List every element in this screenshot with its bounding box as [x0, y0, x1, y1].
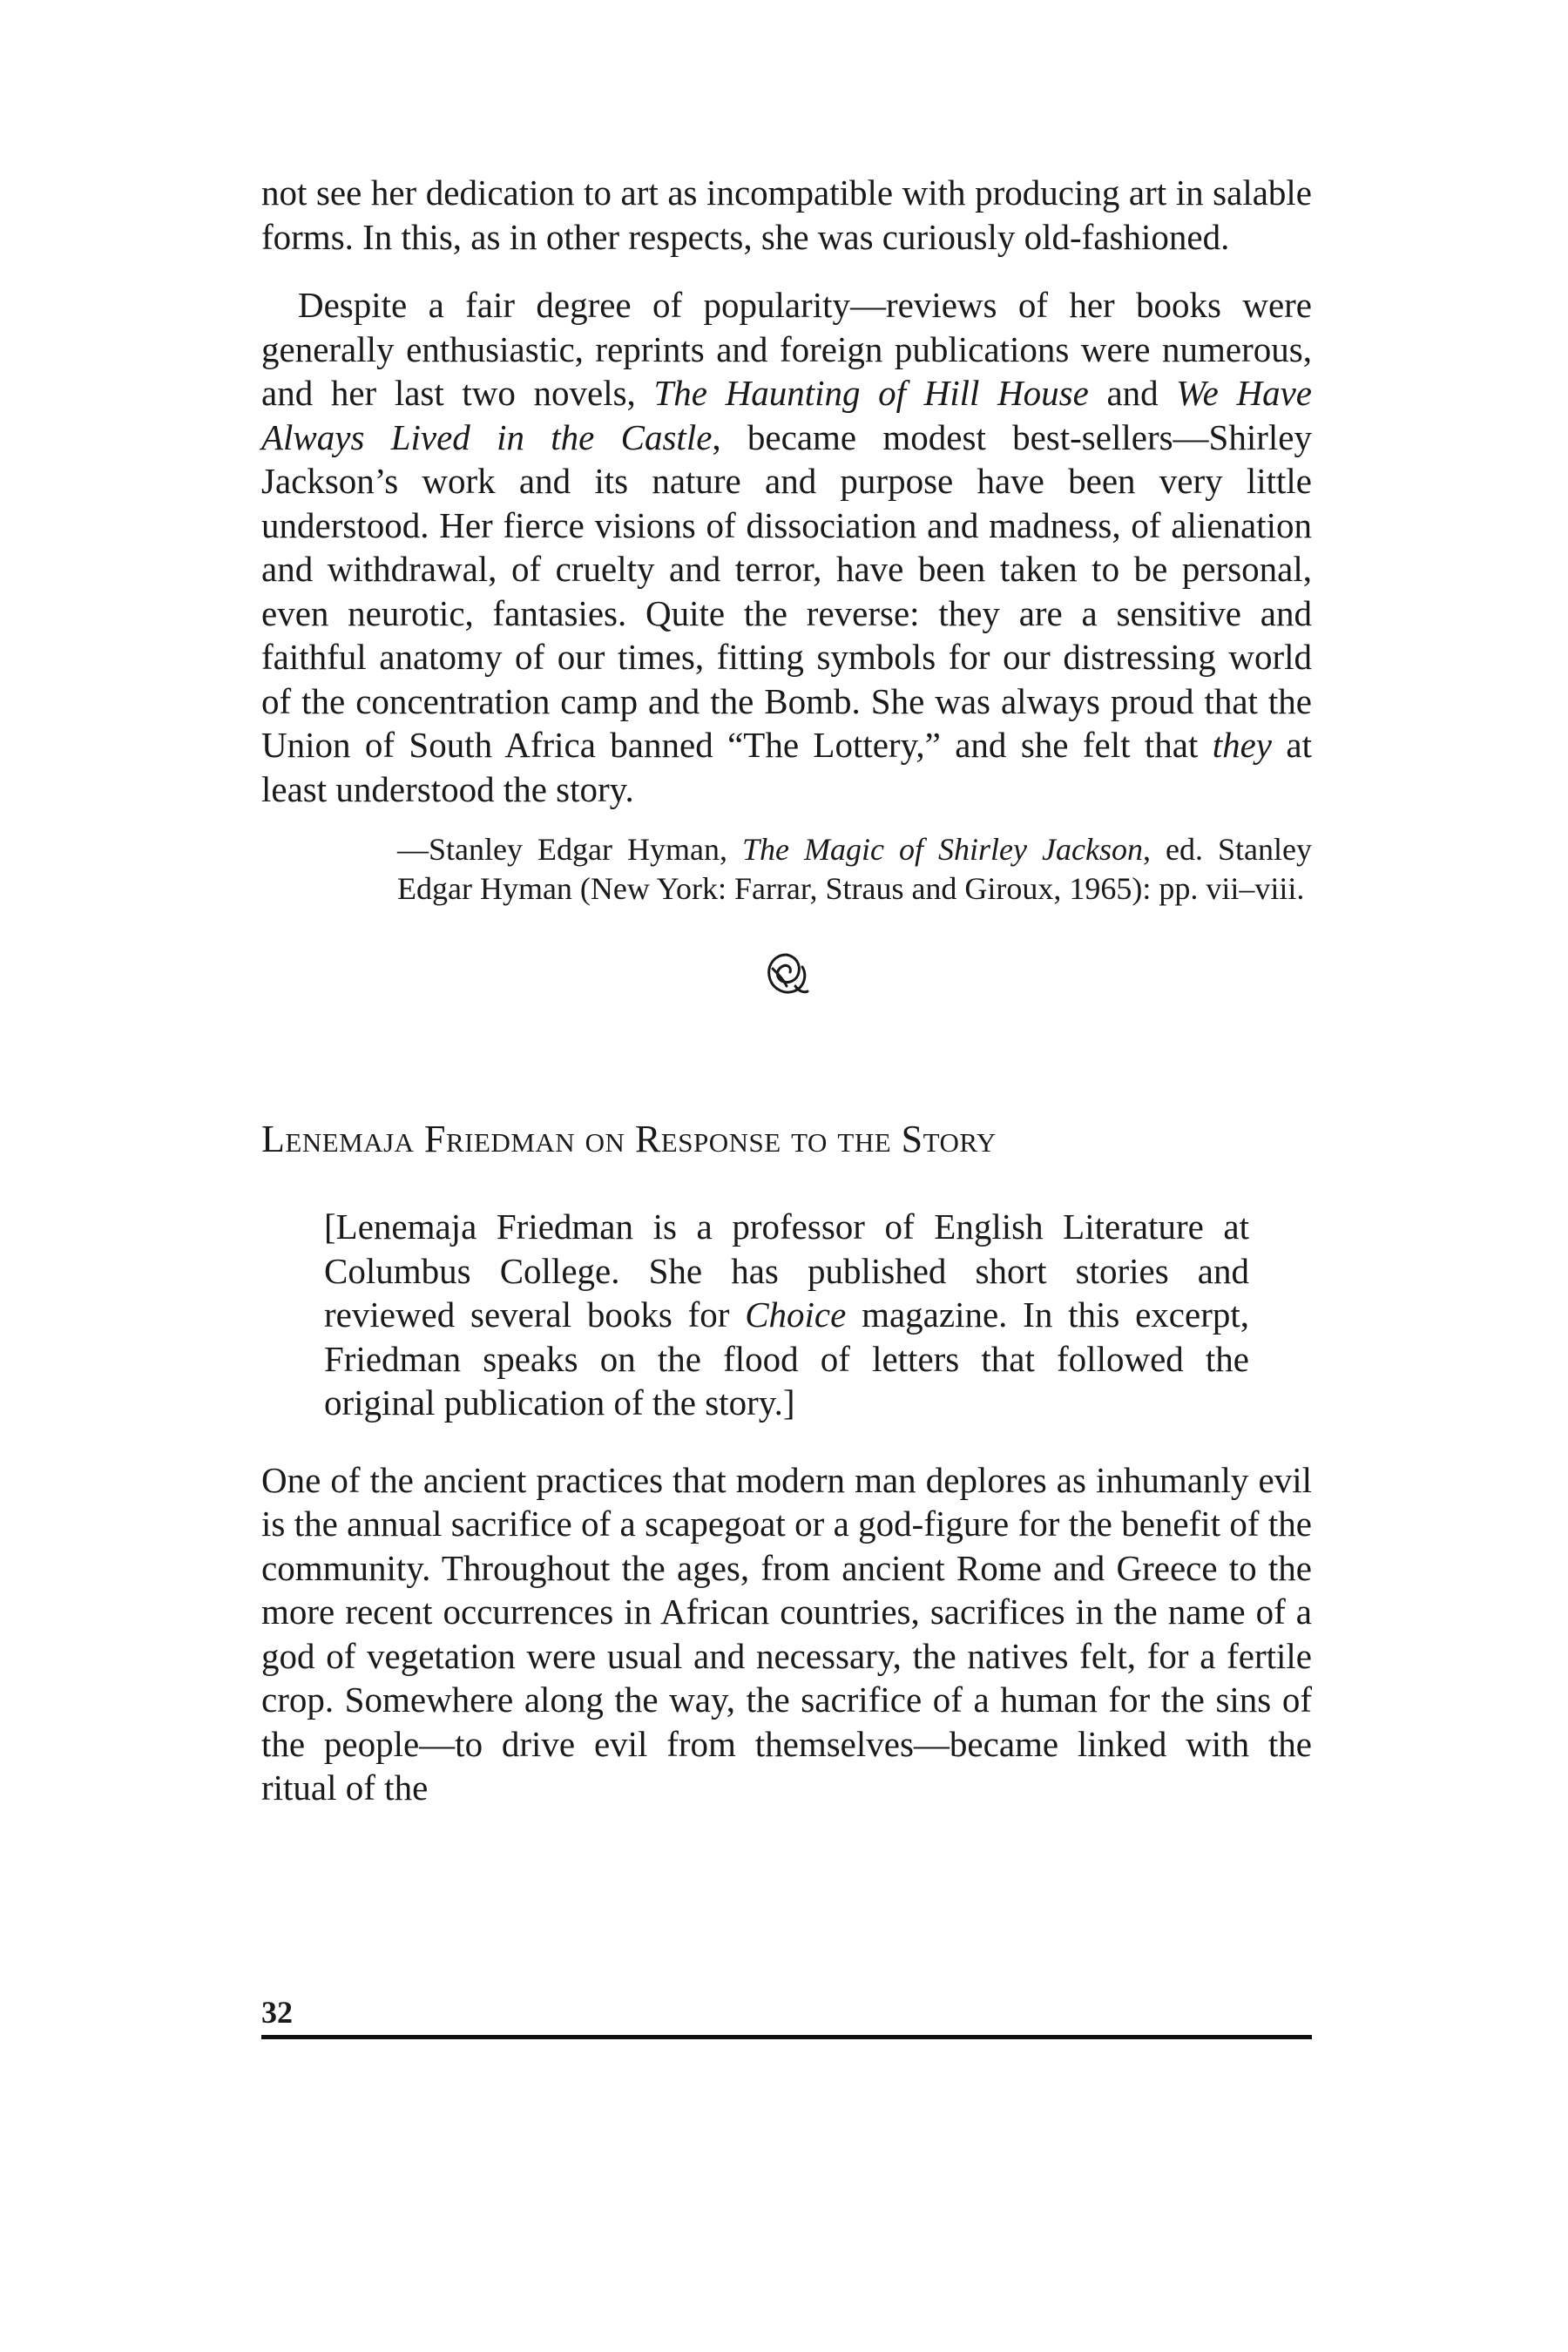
footer-rule [261, 2035, 1312, 2039]
text-run: Despite a fair degree of popularity—reviews of her books were generally enthusiastic, reprints and foreign publications were numerous, and her last two novels, [261, 285, 1312, 413]
emphasis: they [1212, 725, 1273, 765]
book-title: The Magic of Shirley Jackson [742, 832, 1143, 867]
paragraph-friedman: One of the ancient practices that modern man deplores as inhumanly evil is the annual sacrifice of a scapegoat or a god-figure for the benefit of the community. Throughout the ages, from ancient Rome and Greece to the more recent occurrences in African countries, sacrifices in the name of a god of vegetation were usual and necessary, the natives felt, for a fertile crop. Somewhere along the way, the sacrifice of a human for the sins of the people—to drive evil from themselves—became linked with the ritual of the [261, 1459, 1312, 1808]
page-footer [261, 1995, 1312, 2039]
text-run: —Stanley Edgar Hyman, [397, 832, 742, 867]
floral-ornament-icon [760, 948, 813, 1000]
paragraph-hyman [261, 283, 1312, 811]
text-run: , ed. Stanley Edgar Hyman (New York: Farrar, Straus and Giroux, 1965): pp. vii–viii. [397, 832, 1312, 906]
page-number: 32 [261, 1995, 293, 2030]
text-run: at least understood the story. [261, 725, 1312, 809]
text-run: and [1088, 373, 1177, 413]
editor-intro [324, 1205, 1249, 1425]
section-heading: Lenemaja Friedman on Response to the Story [261, 1118, 997, 1160]
text-run: magazine. In this excerpt, Friedman speaks on the flood of letters that followed the original publication of the story.] [324, 1294, 1250, 1423]
paragraph-continuation: not see her dedication to art as incompatible with producing art in salable forms. In this, as in other respects, she was curiously old-fashioned. [261, 172, 1312, 257]
book-title: The Haunting of Hill House [653, 373, 1089, 413]
text-run: [Lenemaja Friedman is a professor of English Literature at Columbus College. She has published short stories and reviewed several books for [324, 1206, 1249, 1335]
magazine-title: Choice [745, 1294, 847, 1335]
text-run: , became modest best-sellers—Shirley Jackson’s work and its nature and purpose have been very little understood. Her fierce visions of dissociation and madness, of alienation and withdrawal, of cruelty and terror, have been taken to be personal, even neurotic, fantasies. Quite the reverse: they are a sensitive and faithful anatomy of our times, fitting symbols for our distressing world of the concentration camp and the Bomb. She was always proud that the Union of South Africa banned “The Lottery,” and she felt that [261, 416, 1312, 765]
source-attribution [397, 830, 1312, 908]
book-title: We Have Always Lived in the Castle [261, 373, 1313, 457]
page-body [261, 171, 1312, 1810]
